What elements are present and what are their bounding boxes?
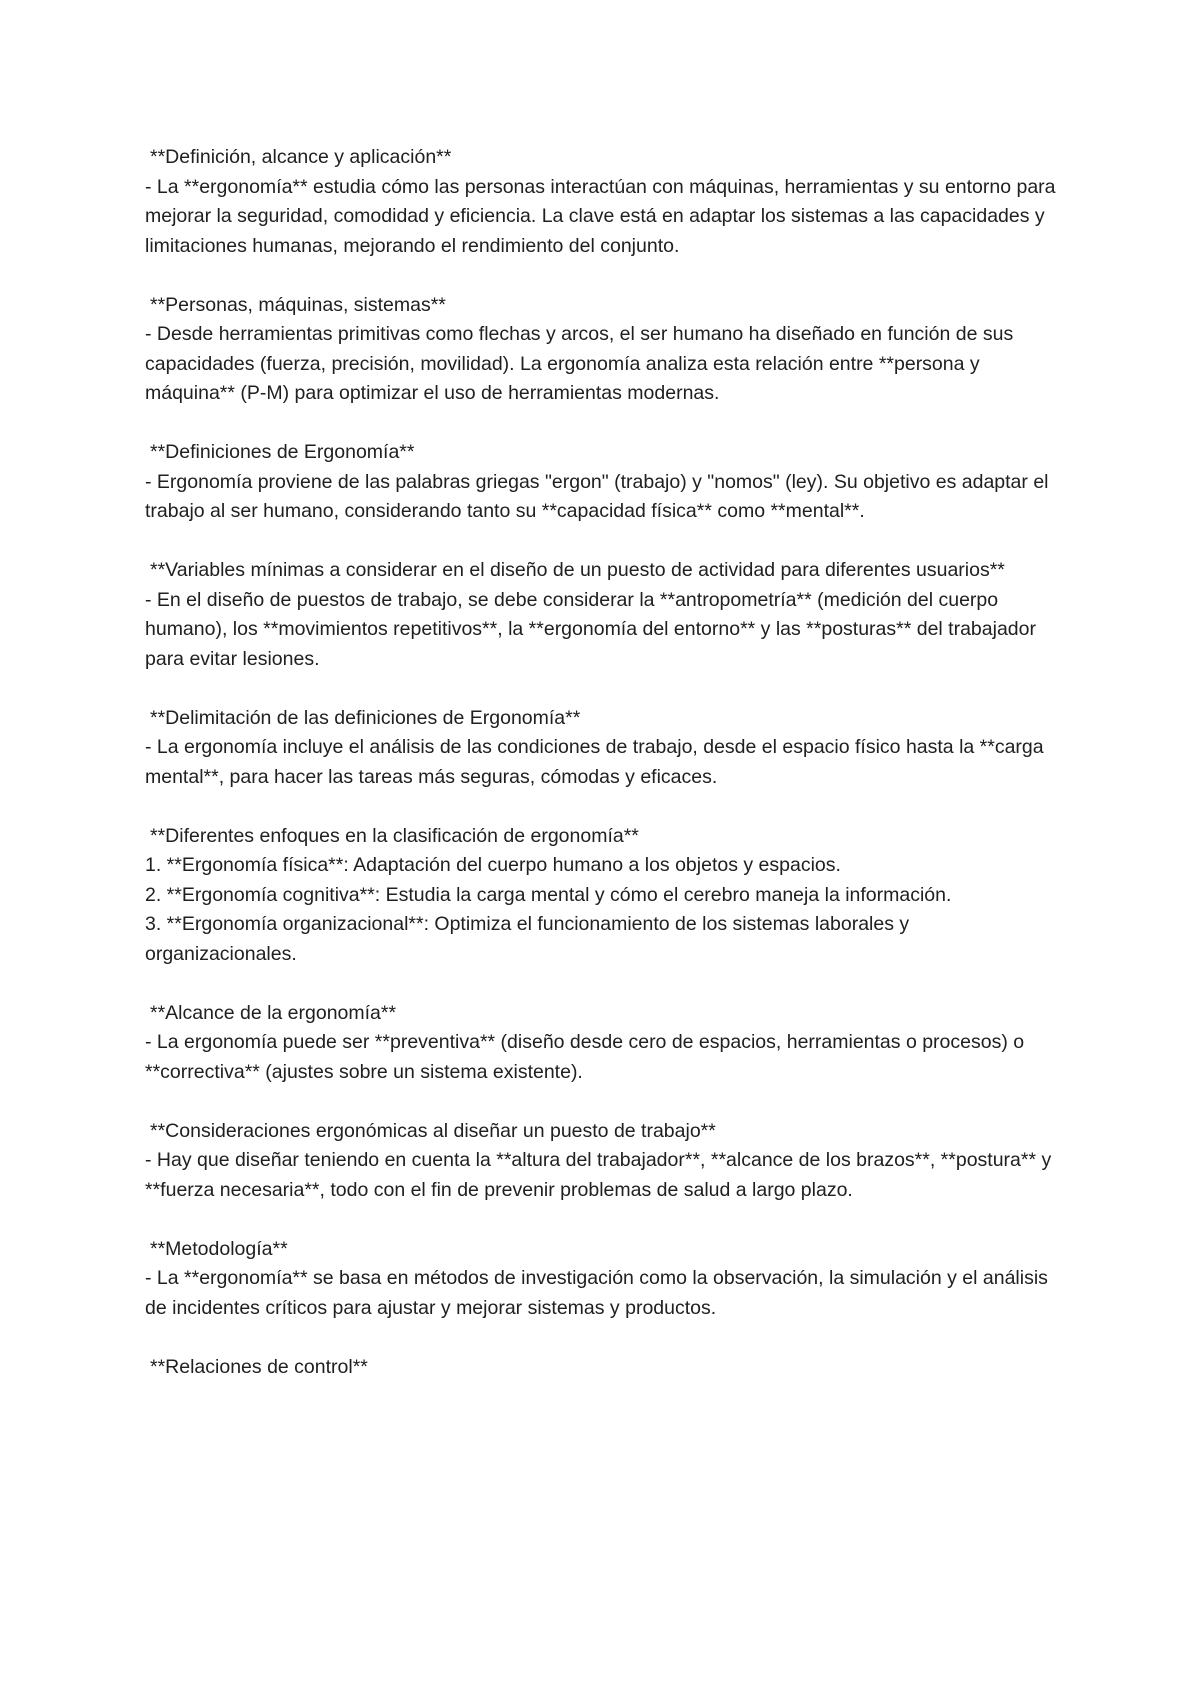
- section-personas-maquinas: [145, 291, 1065, 409]
- section-paragraph: - La **ergonomía** estudia cómo las personas interactúan con máquinas, herramientas y su entorno para mejorar la seguridad, comodidad y eficiencia. La clave está en adaptar los sistemas a las capacidades y limitaciones humanas, mejorando el rendimiento del conjunto.: [145, 175, 1061, 257]
- list-item: 2. **Ergonomía cognitiva**: Estudia la carga mental y cómo el cerebro maneja la información.: [145, 883, 952, 906]
- section-heading: **Metodología**: [150, 1237, 288, 1260]
- section-heading: **Personas, máquinas, sistemas**: [150, 293, 446, 316]
- section-delimitacion: [145, 704, 1065, 793]
- section-enfoques: [145, 822, 1065, 970]
- section-heading: **Diferentes enfoques en la clasificación de ergonomía**: [150, 824, 639, 847]
- section-heading: **Relaciones de control**: [150, 1355, 368, 1378]
- section-definicion: [145, 143, 1065, 261]
- list-item: 3. **Ergonomía organizacional**: Optimiza el funcionamiento de los sistemas laborales y organizacionales.: [145, 913, 915, 965]
- section-paragraph: - La **ergonomía** se basa en métodos de investigación como la observación, la simulación y el análisis de incidentes críticos para ajustar y mejorar sistemas y productos.: [145, 1267, 1054, 1319]
- section-paragraph: - Ergonomía proviene de las palabras griegas "ergon" (trabajo) y "nomos" (ley). Su objetivo es adaptar el trabajo al ser humano, considerando tanto su **capacidad física** como **mental**.: [145, 470, 1054, 522]
- section-definiciones: [145, 438, 1065, 527]
- section-paragraph: - En el diseño de puestos de trabajo, se debe considerar la **antropometría** (medición del cuerpo humano), los **movimientos repetitivos**, la **ergonomía del entorno** y las **posturas** del trabajador para evitar lesiones.: [145, 588, 1042, 670]
- section-metodologia: [145, 1235, 1065, 1324]
- section-heading: **Variables mínimas a considerar en el diseño de un puesto de actividad para diferentes usuarios**: [150, 559, 1005, 581]
- section-heading: **Definiciones de Ergonomía**: [150, 441, 415, 463]
- section-heading: **Alcance de la ergonomía**: [150, 1001, 397, 1024]
- list-item: 1. **Ergonomía física**: Adaptación del cuerpo humano a los objetos y espacios.: [145, 854, 841, 876]
- section-consideraciones: [145, 1117, 1065, 1206]
- section-variables: [145, 556, 1065, 674]
- section-paragraph: - La ergonomía puede ser **preventiva** (diseño desde cero de espacios, herramientas o procesos) o **correctiva** (ajustes sobre un sistema existente).: [145, 1031, 1030, 1083]
- section-heading: **Definición, alcance y aplicación**: [150, 146, 452, 168]
- section-paragraph: - Hay que diseñar teniendo en cuenta la **altura del trabajador**, **alcance de los brazos**, **postura** y **fuerza necesaria**, todo con el fin de prevenir problemas de salud a largo plazo.: [145, 1149, 1057, 1201]
- section-alcance: [145, 999, 1065, 1088]
- section-heading: **Consideraciones ergonómicas al diseñar un puesto de trabajo**: [150, 1119, 716, 1142]
- section-paragraph: - Desde herramientas primitivas como flechas y arcos, el ser humano ha diseñado en función de sus capacidades (fuerza, precisión, movilidad). La ergonomía analiza esta relación entre **persona y máquina** (P-M) para optimizar el uso de herramientas modernas.: [145, 323, 1019, 404]
- section-relaciones-control: [145, 1353, 1065, 1383]
- document-body: [145, 143, 1065, 1382]
- section-heading: **Delimitación de las definiciones de Ergonomía**: [150, 706, 581, 729]
- section-paragraph: - La ergonomía incluye el análisis de las condiciones de trabajo, desde el espacio físico hasta la **carga mental**, para hacer las tareas más seguras, cómodas y eficaces.: [145, 736, 1050, 788]
